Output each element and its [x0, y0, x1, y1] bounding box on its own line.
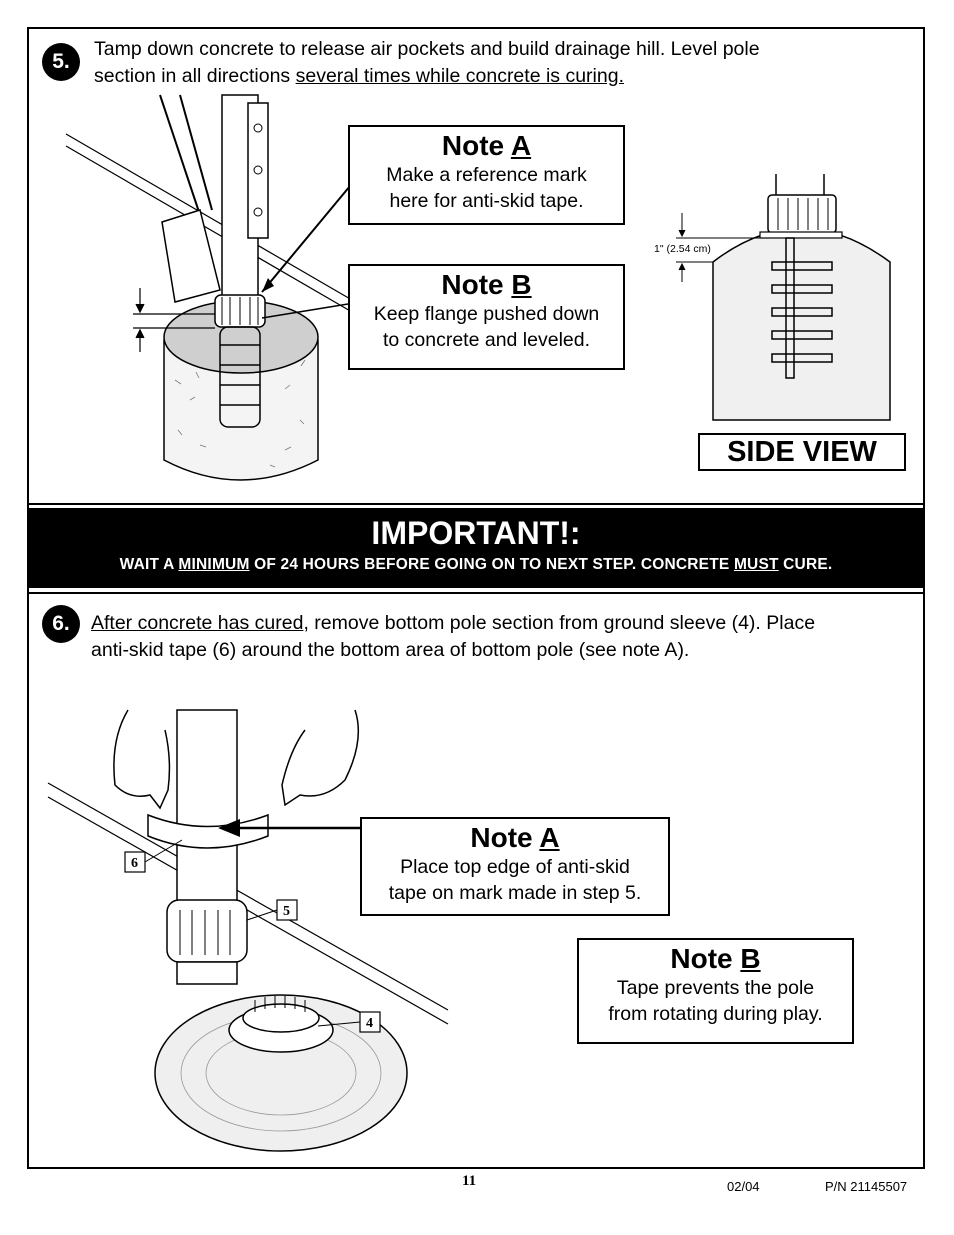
page-number: 11	[462, 1173, 477, 1189]
note-a-step6-title	[362, 822, 668, 854]
note-a-step6-line-2: tape on mark made in step 5.	[388, 882, 642, 904]
step-6-number: 6.	[52, 612, 70, 635]
footer-date: 02/04	[727, 1179, 760, 1194]
side-view-dimension: 1" (2.54 cm)	[654, 243, 711, 255]
note-a-step6	[360, 817, 670, 916]
note-a-step5-letter: A	[510, 130, 532, 161]
part-label-sleeve: 4	[366, 1016, 373, 1031]
part-label-pole: 5	[283, 904, 290, 919]
part-label-tape: 6	[131, 856, 138, 871]
step-5-line-2-plain: section in all directions	[94, 65, 296, 87]
side-view-label: SIDE VIEW	[698, 433, 906, 471]
note-a-step5-line-1: Make a reference mark	[386, 164, 587, 186]
important-msg-must: MUST	[733, 556, 779, 573]
footer-part-number: P/N 21145507	[825, 1179, 908, 1194]
note-b-step5-prefix: Note	[441, 269, 512, 300]
note-b-step6-line-1: Tape prevents the pole	[616, 977, 815, 999]
note-a-step6-line-1: Place top edge of anti-skid	[400, 856, 630, 878]
note-b-step6	[577, 938, 854, 1044]
important-title: IMPORTANT!:	[371, 515, 581, 551]
step-6-line-1-rest: , remove bottom pole section from ground sleeve (4). Place	[303, 612, 816, 634]
note-b-step5-line-1: Keep flange pushed down	[373, 303, 600, 325]
note-b-step6-line-2: from rotating during play.	[608, 1003, 823, 1025]
step-5-line-1: Tamp down concrete to release air pockets and build drainage hill. Level pole	[94, 38, 760, 60]
note-a-step5-prefix: Note	[441, 130, 511, 161]
note-b-step5-line-2: to concrete and leveled.	[382, 329, 591, 351]
important-msg-5: CURE.	[778, 556, 833, 573]
step-5-line-2-underlined: several times while concrete is curing.	[295, 65, 624, 87]
step-5-number: 5.	[52, 50, 70, 73]
note-a-step6-prefix: Note	[470, 822, 540, 853]
step-6-line-2: anti-skid tape (6) around the bottom area of bottom pole (see note A).	[91, 639, 690, 661]
note-b-step6-letter: B	[740, 943, 761, 974]
note-b-step5-letter: B	[511, 269, 532, 300]
step-6-underlined: After concrete has cured	[91, 612, 304, 634]
important-msg-3: OF 24 HOURS BEFORE GOING ON TO NEXT STEP. CONCRETE	[249, 556, 734, 573]
important-msg-1: WAIT A	[119, 556, 179, 573]
note-a-step6-letter: A	[539, 822, 560, 853]
note-a-step5-line-2: here for anti-skid tape.	[389, 190, 584, 212]
important-msg-minimum: MINIMUM	[178, 556, 250, 573]
note-b-step6-prefix: Note	[670, 943, 741, 974]
note-b-step6-title	[579, 943, 852, 975]
